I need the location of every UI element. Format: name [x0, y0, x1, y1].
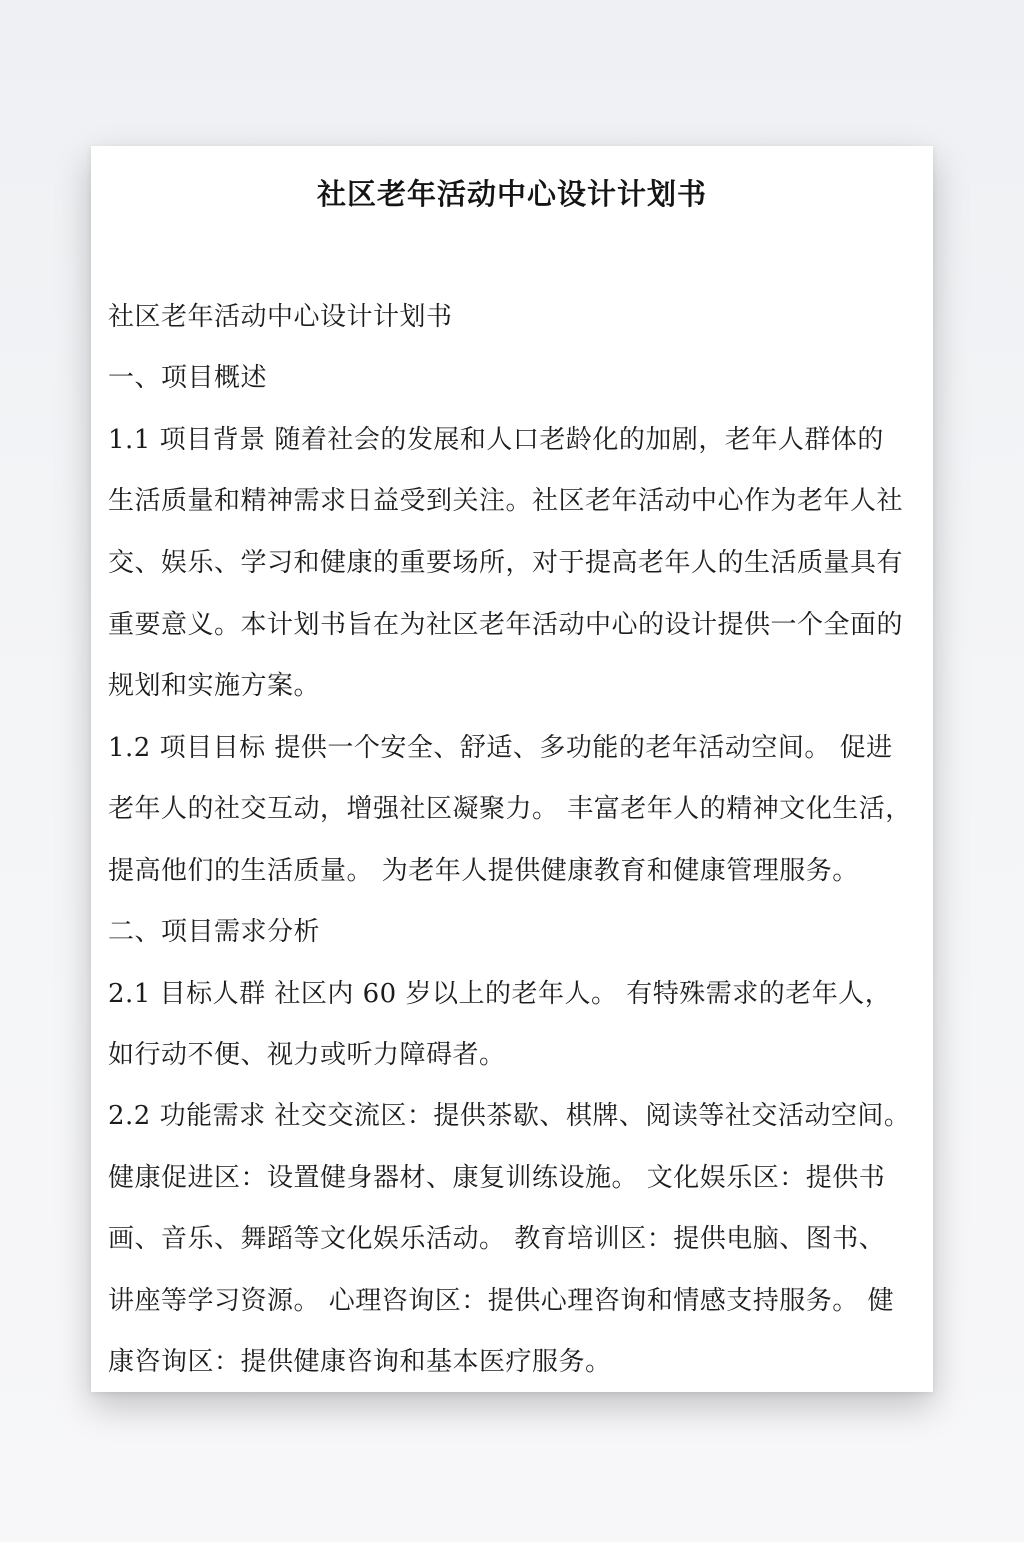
text-line: 画、音乐、舞蹈等文化娱乐活动。 教育培训区：提供电脑、图书、 [108, 1224, 886, 1254]
text-line: 重要意义。本计划书旨在为社区老年活动中心的设计提供一个全面的 [108, 610, 904, 640]
text-line: 讲座等学习资源。 心理咨询区：提供心理咨询和情感支持服务。 健 [108, 1286, 895, 1316]
document-page [91, 146, 933, 1392]
text-line: 2.1 目标人群 社区内 60 岁以上的老年人。 有特殊需求的老年人， [108, 979, 892, 1009]
text-line: 健康促进区：设置健身器材、康复训练设施。 文化娱乐区：提供书 [108, 1163, 886, 1193]
text-line: 提高他们的生活质量。 为老年人提供健康教育和健康管理服务。 [108, 856, 859, 886]
section-heading: 二、项目需求分析 [108, 917, 321, 947]
text-line: 1.2 项目目标 提供一个安全、舒适、多功能的老年活动空间。 促进 [108, 733, 893, 763]
text-line: 老年人的社交互动，增强社区凝聚力。 丰富老年人的精神文化生活， [108, 794, 912, 824]
text-line: 交、娱乐、学习和健康的重要场所，对于提高老年人的生活质量具有 [108, 548, 904, 578]
text-line: 康咨询区：提供健康咨询和基本医疗服务。 [108, 1347, 612, 1377]
text-line: 2.2 功能需求 社交交流区：提供茶歇、棋牌、阅读等社交活动空间。 [108, 1101, 911, 1131]
text-line: 如行动不便、视力或听力障碍者。 [108, 1040, 506, 1070]
text-line: 1.1 项目背景 随着社会的发展和人口老龄化的加剧，老年人群体的 [108, 425, 884, 455]
text-line: 生活质量和精神需求日益受到关注。社区老年活动中心作为老年人社 [108, 486, 904, 516]
text-line: 社区老年活动中心设计计划书 [108, 302, 453, 332]
document-title: 社区老年活动中心设计计划书 [316, 177, 707, 211]
text-line: 规划和实施方案。 [108, 671, 321, 701]
section-heading: 一、项目概述 [108, 363, 268, 393]
